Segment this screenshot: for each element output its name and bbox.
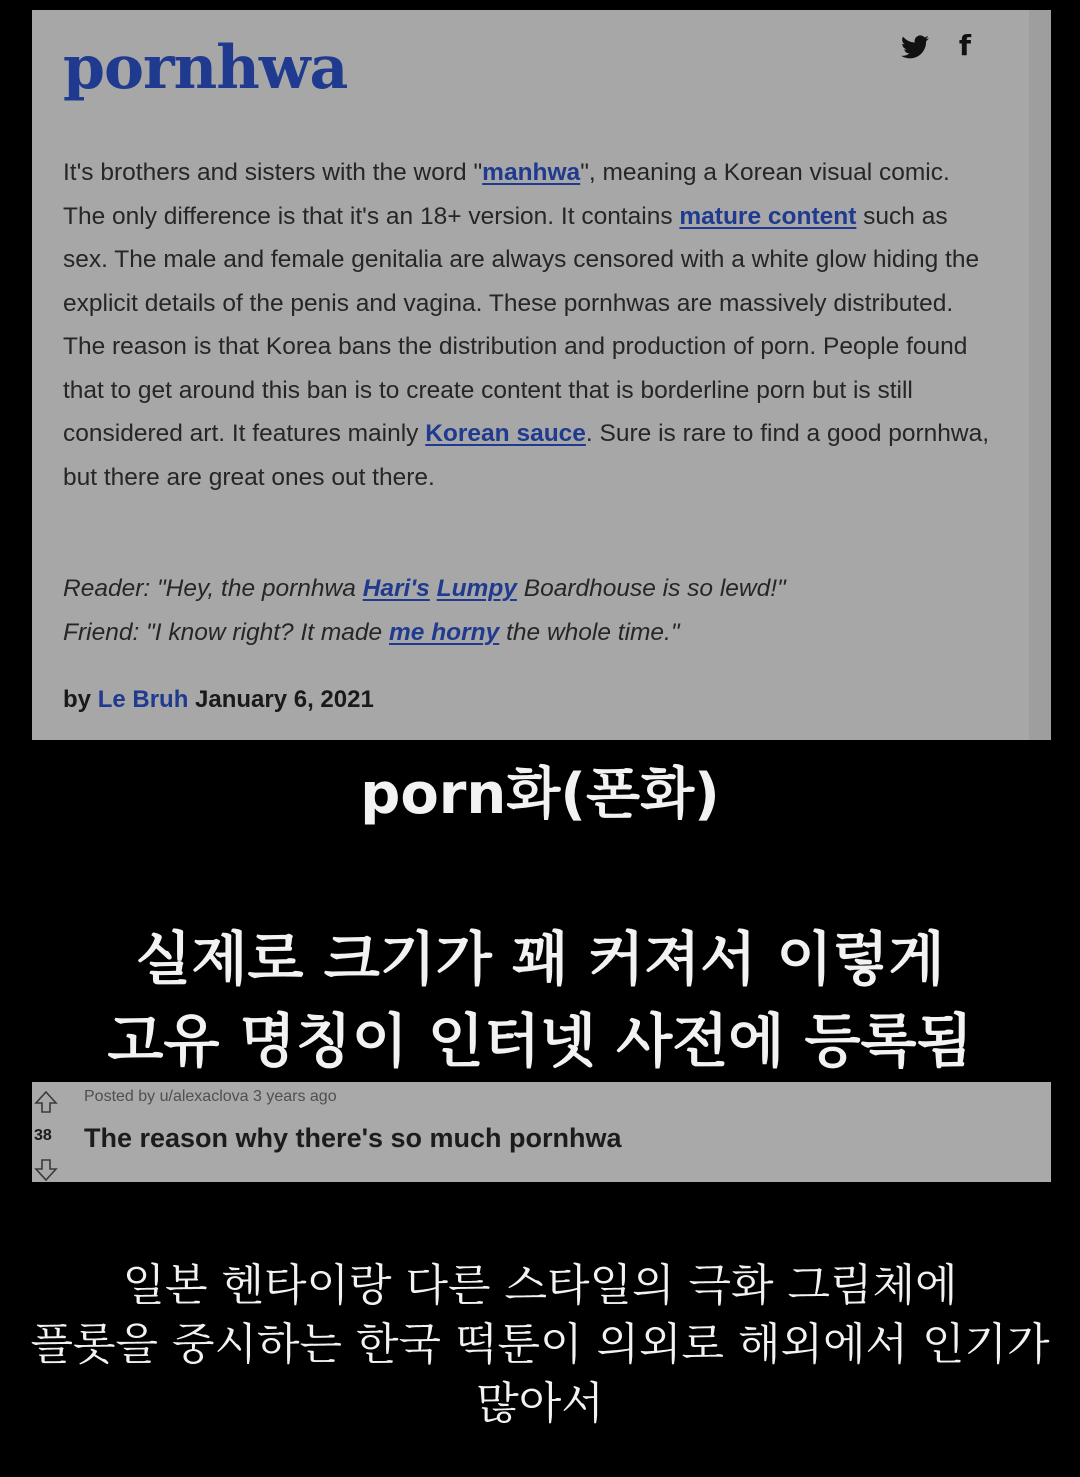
definition-byline [63,682,374,718]
caption-pornhwa-title: porn화(폰화) [360,762,720,827]
post-meta[interactable]: Posted by u/alexaclova 3 years ago [84,1088,337,1105]
link-haris[interactable]: Hari's [362,575,430,602]
definition-example [63,567,993,654]
example-text: the whole time." [499,618,680,646]
caption-line: 고유 명칭이 인터넷 사전에 등록됨 [107,1007,973,1075]
twitter-icon[interactable] [900,32,930,62]
example-line [63,567,993,611]
vote-count: 38 [34,1127,52,1144]
caption-dictionary-note [0,918,1080,1082]
byline-by: by [63,686,98,713]
caption-popularity-note [0,1256,1080,1433]
definition-word[interactable]: pornhwa [63,33,348,103]
urban-dictionary-card [32,10,1051,740]
scrollbar-track[interactable] [1029,10,1051,740]
vote-column [32,1082,72,1182]
reddit-post[interactable] [32,1082,1051,1182]
upvote-icon[interactable] [34,1090,58,1114]
facebook-icon[interactable]: f [958,29,972,62]
post-title[interactable]: The reason why there's so much pornhwa [84,1123,622,1153]
byline-date: January 6, 2021 [188,686,374,713]
caption-line: 플롯을 중시하는 한국 떡툰이 의외로 해외에서 인기가 [30,1319,1050,1370]
meaning-text: It's brothers and sisters with the word " [63,159,483,186]
caption-line: 많아서 [476,1378,604,1429]
caption-line: 실제로 크기가 꽤 커져서 이렇게 [135,925,945,993]
example-text: Boardhouse is so lewd!" [516,575,786,602]
link-me-horny[interactable]: me horny [388,618,500,646]
link-mature-content[interactable]: mature content [679,202,857,230]
meaning-text: . Sure is rare to find a good pornhwa, but there are great ones out there. [63,420,990,491]
link-lumpy[interactable]: Lumpy [436,575,517,602]
example-text: Friend: "I know right? It made [63,618,389,646]
example-line [63,611,993,655]
downvote-icon[interactable] [34,1158,58,1182]
meaning-text: ", meaning a Korean visual comic. The only difference is that it's an 18+ version. It contains [63,159,950,230]
definition-meaning [63,151,993,499]
caption-line: 일본 헨타이랑 다른 스타일의 극화 그림체에 [122,1260,958,1311]
author-link[interactable]: Le Bruh [97,686,189,713]
example-text: Reader: "Hey, the pornhwa [63,575,363,602]
example-text [430,575,437,602]
link-manhwa[interactable]: manhwa [482,159,581,186]
link-korean-sauce[interactable]: Korean sauce [425,420,586,447]
meaning-text: such as sex. The male and female genitalia are always censored with a white glow hiding the explicit details of the penis and vagina. These pornhwas are massively distributed. The reason is that Korea bans the distribution and production of porn. People found that to get around this ban is to create content that is borderline porn but is still considered art. It features mainly [63,202,980,447]
